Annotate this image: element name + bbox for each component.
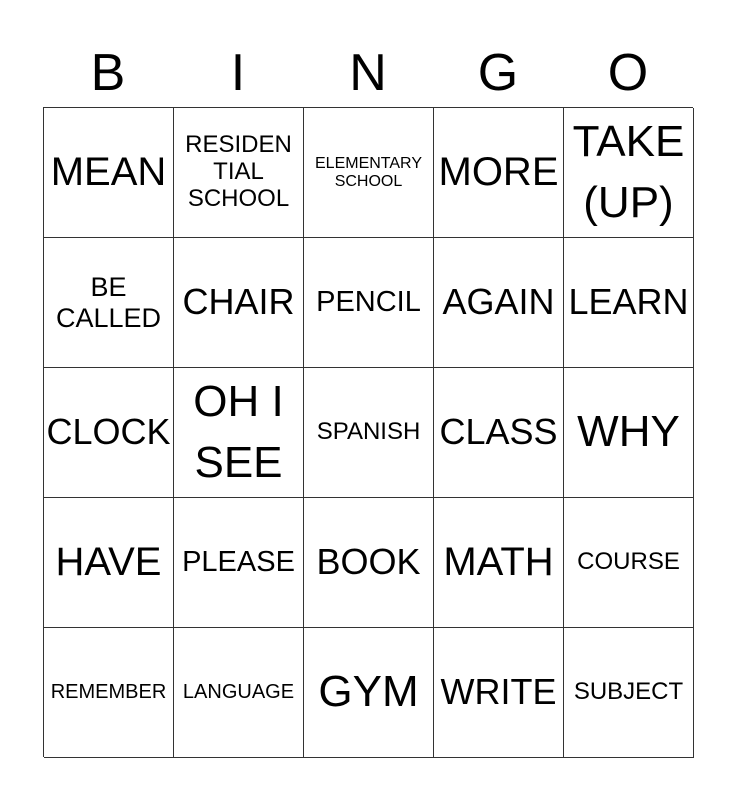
- bingo-cell-be-called[interactable]: [44, 238, 174, 368]
- cell-label: BOOK: [316, 541, 421, 583]
- bingo-cell-please[interactable]: [174, 498, 304, 628]
- cell-label: CHAIR: [182, 281, 295, 323]
- bingo-cell-more[interactable]: [434, 108, 564, 238]
- cell-label: CLASS: [439, 411, 558, 453]
- cell-label: RESIDEN TIAL SCHOOL: [185, 131, 292, 212]
- bingo-cell-subject[interactable]: [564, 628, 694, 758]
- bingo-cell-why[interactable]: [564, 368, 694, 498]
- cell-label: BE CALLED: [55, 272, 162, 333]
- cell-label: MEAN: [50, 150, 167, 195]
- bingo-cell-clock[interactable]: [44, 368, 174, 498]
- bingo-cell-gym[interactable]: [304, 628, 434, 758]
- cell-label: WHY: [577, 407, 680, 457]
- cell-label: ELEMENTARY SCHOOL: [315, 154, 422, 190]
- header-letter-o: O: [607, 44, 649, 102]
- cell-label: LANGUAGE: [182, 681, 295, 704]
- cell-label: MATH: [443, 540, 554, 585]
- bingo-cell-chair[interactable]: [174, 238, 304, 368]
- bingo-cell-again[interactable]: [434, 238, 564, 368]
- bingo-cell-pencil[interactable]: [304, 238, 434, 368]
- bingo-cell-mean[interactable]: [44, 108, 174, 238]
- cell-label: OH I SEE: [193, 376, 284, 487]
- bingo-cell-class[interactable]: [434, 368, 564, 498]
- bingo-cell-book[interactable]: [304, 498, 434, 628]
- bingo-cell-remember[interactable]: [44, 628, 174, 758]
- bingo-cell-elementary-school[interactable]: [304, 108, 434, 238]
- bingo-header: [43, 40, 693, 106]
- cell-label: TAKE (UP): [572, 116, 685, 227]
- bingo-cell-course[interactable]: [564, 498, 694, 628]
- cell-label: GYM: [318, 667, 419, 717]
- cell-label: SUBJECT: [573, 678, 684, 706]
- cell-label: HAVE: [55, 540, 162, 585]
- bingo-cell-math[interactable]: [434, 498, 564, 628]
- cell-label: PENCIL: [316, 286, 421, 319]
- bingo-cell-take-up[interactable]: [564, 108, 694, 238]
- header-letter-i: I: [230, 44, 246, 102]
- cell-label: LEARN: [568, 281, 689, 323]
- cell-label: COURSE: [577, 548, 680, 576]
- cell-label: CLOCK: [46, 411, 171, 453]
- bingo-cell-language[interactable]: [174, 628, 304, 758]
- header-letter-n: N: [349, 44, 387, 102]
- bingo-cell-residential-school[interactable]: [174, 108, 304, 238]
- cell-label: WRITE: [440, 671, 557, 713]
- header-letter-b: B: [90, 44, 126, 102]
- bingo-cell-oh-i-see[interactable]: [174, 368, 304, 498]
- cell-label: PLEASE: [182, 546, 295, 579]
- bingo-cell-have[interactable]: [44, 498, 174, 628]
- cell-label: MORE: [438, 150, 559, 195]
- bingo-grid: [43, 107, 693, 757]
- bingo-cell-learn[interactable]: [564, 238, 694, 368]
- cell-label: AGAIN: [442, 281, 555, 323]
- bingo-cell-write[interactable]: [434, 628, 564, 758]
- bingo-cell-spanish[interactable]: [304, 368, 434, 498]
- cell-label: REMEMBER: [50, 681, 167, 704]
- cell-label: SPANISH: [316, 418, 421, 446]
- header-letter-g: G: [477, 44, 519, 102]
